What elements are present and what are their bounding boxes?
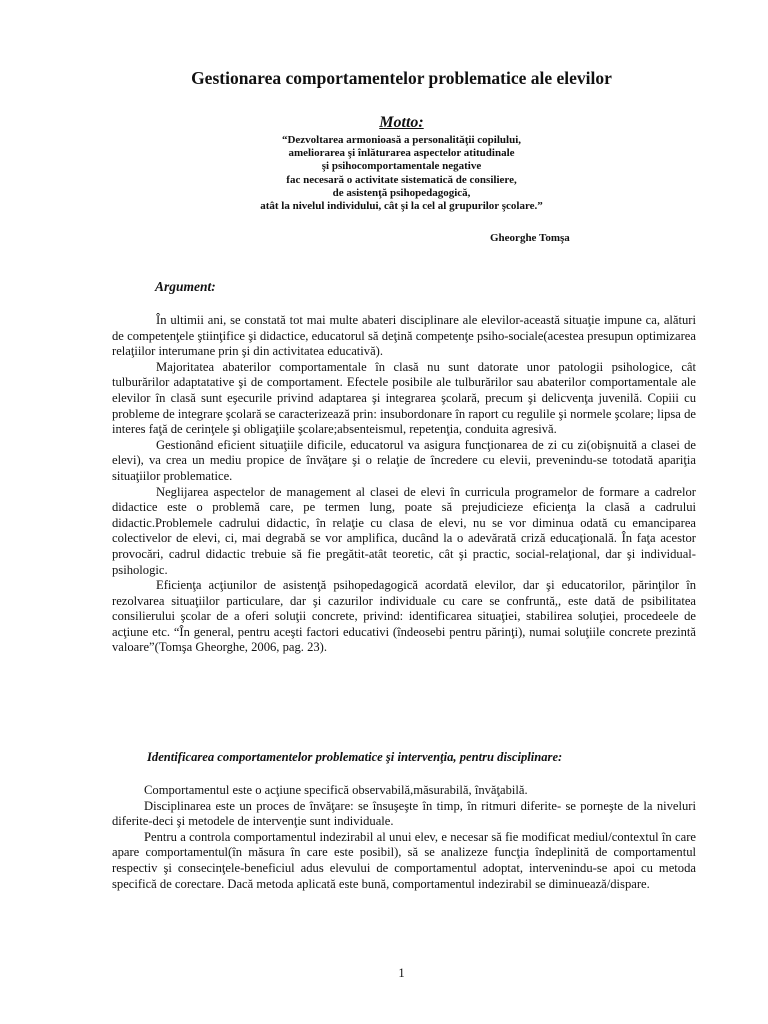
paragraph: Majoritatea abaterilor comportamentale în clasă nu sunt datorate unor patologii psihologice, cât tulburărilor adaptatative şi de comportament. Efectele posibile ale tulburărilor sau abaterilor comportamentale ale elevilor în clasă sunt eşecurile privind adaptarea şi integrarea şcolară, precum şi delicvenţa juvenilă. Copiii cu probleme de integrare şcolară se caracterizează prin: insubordonare în raport cu regulile şi normele şcolare; lipsa de interes faţă de cerinţele şi obligaţiile şcolare;absenteismul, repetenţia, conduita agresivă. <box>112 359 696 437</box>
motto-line: ameliorarea şi înlăturarea aspectelor atitudinale <box>288 147 515 160</box>
paragraph: Eficienţa acţiunilor de asistenţă psihopedagogică acordată elevilor, dar şi educatorilor, părinţilor în rezolvarea situaţiilor particulare, dar şi cazurilor individuale cu care se confruntă,, este dată de psibilitatea consilierului şcolar de a oferi soluţii concrete, privind: identificarea situaţiei, stabilirea soluţiei, procedeele de acţiune etc. “În general, pentru aceşti factori educativi (îndeosebi pentru părinţi), numai soluţiile concrete prezintă valoare”(Tomşa Gheorghe, 2006, pag. 23). <box>112 578 696 655</box>
identification-heading: Identificarea comportamentelor problematice şi intervenţia, pentru disciplinare: <box>147 750 563 764</box>
motto-line: fac necesară o activitate sistematică de consiliere, <box>286 173 517 186</box>
document-title: Gestionarea comportamentelor problematice ale elevilor <box>191 68 612 88</box>
paragraph: În ultimii ani, se constată tot mai multe abateri disciplinare ale elevilor-această situaţie impune ca, alături de competenţele ştiinţifice şi didactice, educatorul să deţină competenţe psiho-sociale(acestea presupun optimizarea relaţiilor interumane prin şi din activitatea educativă). <box>112 313 696 359</box>
motto-line: “Dezvoltarea armonioasă a personalităţii copilului, <box>281 134 522 146</box>
paragraph: Gestionând eficient situaţiile dificile, educatorul va asigura funcţionarea de zi cu zi(obişnuită a clasei de elevi), va crea un mediu propice de învăţare şi o relaţie de încredere cu elevii, prevenindu-se totodată apariţia situaţiilor problematice. <box>112 437 696 483</box>
paragraph: Disciplinarea este un proces de învăţare: se însuşeşte în timp, în ritmuri diferite- se porneşte de la niveluri diferite-deci şi metodele de intervenţie sunt individuale. <box>112 798 696 829</box>
motto-line: şi psihocomportamentale negative <box>321 160 482 173</box>
motto-line: atât la nivelul individului, cât şi la cel al grupurilor şcolare.” <box>260 200 543 213</box>
motto-label: Motto: <box>379 114 424 131</box>
argument-section <box>112 313 696 656</box>
motto-author: Gheorghe Tomşa <box>490 232 570 244</box>
paragraph: Neglijarea aspectelor de management al clasei de elevi în curricula programelor de formare a cadrelor didactice este o problemă care, pe termen lung, poate să prejudicieze eficienţa la clasă a cadrului didactic.Problemele cadrului didactic, în relaţie cu clasa de elevi, nu se vor diminua odată cu emanciparea colectivelor de elevi, ci, mai degrabă se vor amplifica, ducând la o adevărată criză educaţională. În faţa acestor provocări, cadrul didactic trebuie să fie pregătit-atât teoretic, cât şi practic, social-relaţional, dar şi individual-psihologic. <box>112 484 696 577</box>
identification-section <box>112 783 696 892</box>
motto-quote <box>0 134 768 213</box>
page-number: 1 <box>398 966 405 980</box>
argument-heading: Argument: <box>155 279 216 294</box>
paragraph: Comportamentul este o acţiune specifică observabilă,măsurabilă, învăţabilă. <box>144 783 528 797</box>
motto-line: de asistenţă psihopedagogică, <box>332 186 471 199</box>
paragraph: Pentru a controla comportamentul indezirabil al unui elev, e necesar să fie modificat mediul/contextul în care apare comportamentul(în măsura în care este posibil), să se analizeze funcţia îndeplinită de comportamentul respectiv şi consecinţele-beneficiul adus elevului de comportamentul adoptat, intervenindu-se apoi cu metoda specifică de corectare. Dacă metoda aplicată este bună, comportamentul indezirabil se diminuează/dispare. <box>112 829 696 891</box>
